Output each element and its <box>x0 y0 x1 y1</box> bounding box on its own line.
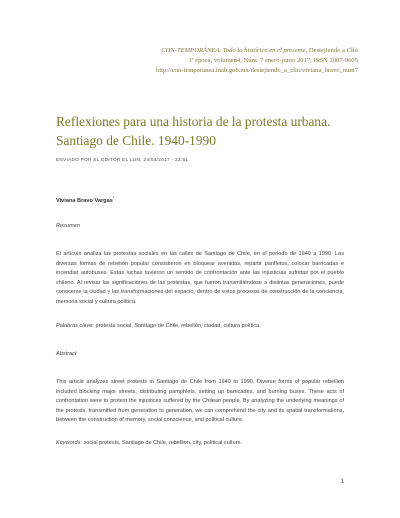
journal-subtitle: Todo lo histórico en el presente, <box>222 47 308 54</box>
author-name: Viviana Bravo Vargas <box>56 197 113 204</box>
author-byline <box>56 196 114 204</box>
resumen-paragraph: El artículo analiza las protestas sociales en las calles de Santiago de Chile, en el periodo de 1940 a 1990. Las diversas formas de rebelión popular consistieron en bloquear avenidas, repartir panfletos, colocar barricadas e incendiar autobuses. Estas luchas tuvieron un sentido de confrontación ante las injusticias sufridas por el pueblo chileno. Al revisar las significaciones de las protestas, que fueron transmitiéndose a distintas generaciones, puede conocerse la ciudad y las transformaciones del espacio, dentro de estos procesos de construcción de la conciencia, memoria social y cultura política. <box>56 251 344 305</box>
author-footnote-mark[interactable]: * <box>112 196 115 200</box>
keywords <box>56 439 344 449</box>
journal-header-line1 <box>58 46 358 56</box>
palabras-clave-label: Palabras clave: <box>56 323 94 329</box>
article-title: Reflexiones para una historia de la protesta urbana. Santiago de Chile. 1940-1990 <box>56 114 331 148</box>
palabras-clave <box>56 322 344 332</box>
journal-issue-info: 1ª época, volumen4, Núm. 7 enero-junio 2017, ISSN 2007-9605 <box>188 57 358 64</box>
submission-info: ENVIADO POR EL EDITOR EL LUN, 24/04/2017 - 23:51 <box>56 157 189 162</box>
abstract-paragraph: This article analyzes street protests in Santiago de Chile from 1940 to 1990. Diverse forms of popular rebellion included blocking major streets, distributing pamphlets, setting up barricades, and burning buses. These acts of confrontation were to protest the injustices suffered by the Chilean people. By analyzing the underlying meanings of the protests, transmitted from generation to generation, we can comprehend the city and its spatial transformations, between the construction of memory, social conscience, and political culture. <box>56 379 344 424</box>
journal-header <box>58 46 358 76</box>
abstract-heading: Abstract <box>56 351 77 357</box>
resumen-heading: Resumen <box>56 223 80 229</box>
keywords-values: social protests, Santiago de Chile, rebellion, city, political culture. <box>81 440 243 446</box>
page-number: 1 <box>340 478 344 485</box>
journal-name: CON-TEMPORÁNEA. <box>161 47 222 54</box>
palabras-clave-values: protesta social, Santiago de Chile, rebelión, ciudad, cultura política. <box>93 323 261 329</box>
keywords-label: Keywords: <box>56 440 82 446</box>
journal-section: Destejiendo a Clío <box>307 47 358 54</box>
journal-url-link[interactable]: http://con-temporanea.inah.gob.mx/destejiendo_a_clio/viviana_bravo_num7 <box>156 67 358 74</box>
